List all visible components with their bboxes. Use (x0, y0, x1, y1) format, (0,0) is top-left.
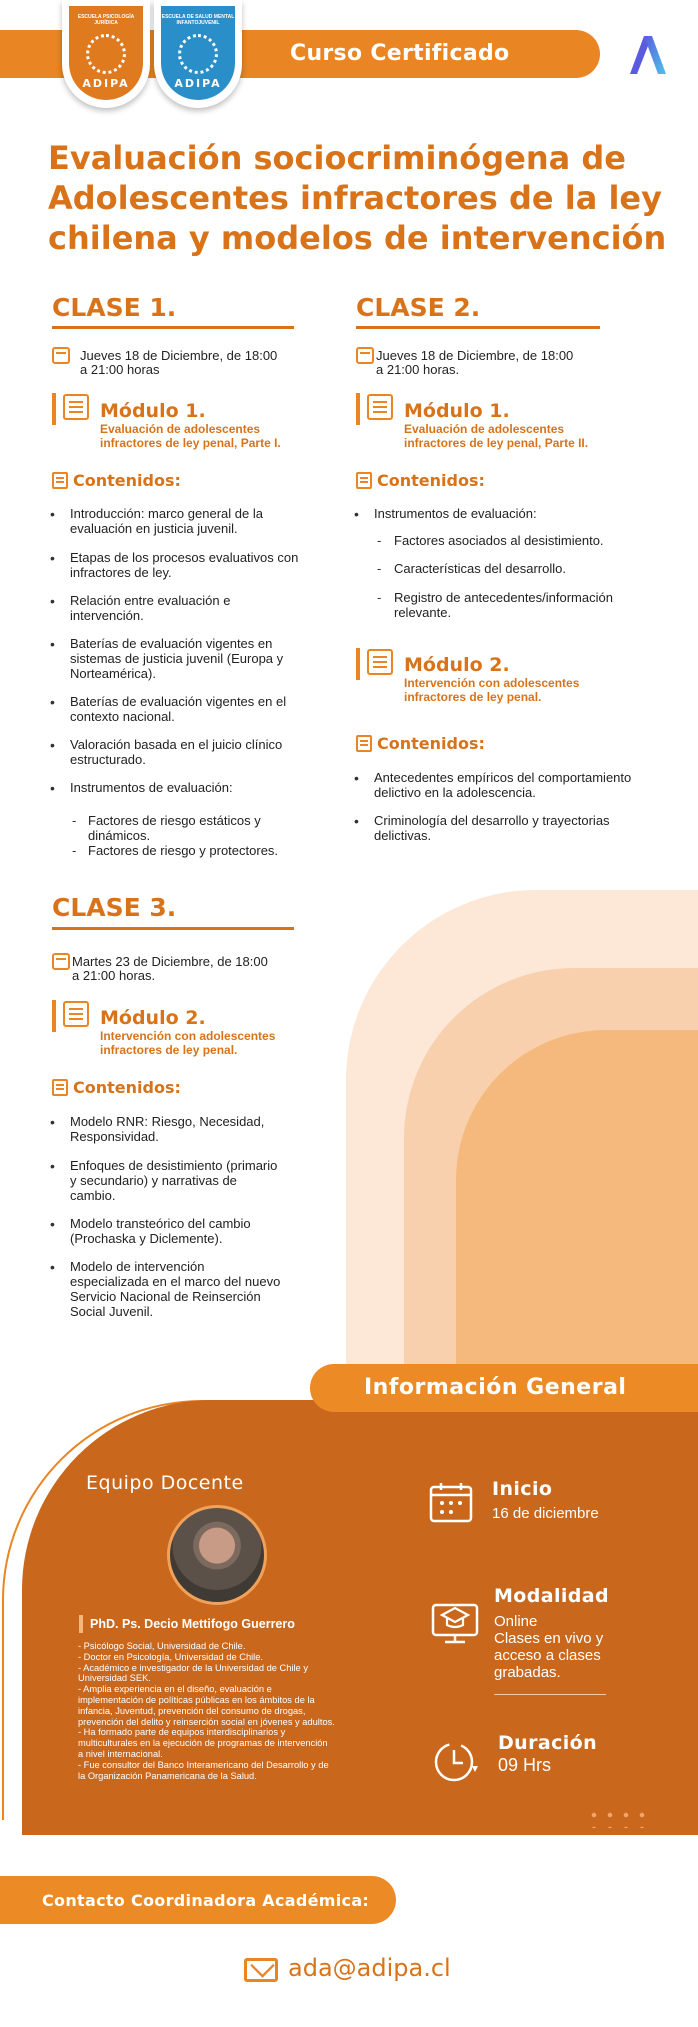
bullet: • (50, 737, 55, 753)
modalidad-value: Clases en vivo y (494, 1630, 604, 1647)
logo-psicologia-juridica: ESCUELA PSICOLOGÍA JURÍDICA ADIPA (62, 0, 150, 108)
contents-icon (52, 1079, 68, 1096)
bullet: • (50, 1216, 55, 1232)
divider (52, 927, 294, 930)
list-item: Instrumentos de evaluación: (374, 506, 537, 521)
inicio-label: Inicio (492, 1478, 553, 1500)
children-icon (178, 34, 218, 74)
module-accent-bar (356, 648, 360, 680)
clase-title: CLASE 2. (356, 293, 481, 322)
bullet: • (50, 1259, 55, 1275)
sub-item: Factores asociados al desistimiento. (394, 533, 604, 548)
module-subtitle: Evaluación de adolescentes (404, 422, 565, 436)
module-title: Módulo 1. (404, 400, 510, 422)
list-item: delictivas. (374, 828, 432, 843)
contents-heading: Contenidos: (73, 1078, 181, 1097)
divider (52, 326, 294, 329)
course-title: Evaluación sociocriminógena de Adolescentes infractores de la ley chilena y modelos de intervención (48, 139, 667, 257)
list-item: Instrumentos de evaluación: (70, 780, 233, 795)
module-subtitle: infractores de ley penal. (404, 690, 542, 704)
module-book-icon (63, 394, 89, 420)
module-subtitle: Intervención con adolescentes (404, 676, 580, 690)
clase-date-end: a 21:00 horas (80, 362, 160, 377)
clase-title: CLASE 3. (52, 893, 177, 922)
list-item: Social Juvenil. (70, 1304, 154, 1319)
teacher-avatar (167, 1505, 267, 1605)
brand-logo-icon (624, 32, 668, 78)
mail-icon (244, 1958, 278, 1982)
list-item: estructurado. (70, 752, 146, 767)
contents-icon (52, 472, 68, 489)
list-item: Norteamérica). (70, 666, 156, 681)
module-subtitle: infractores de ley penal. (100, 1043, 238, 1057)
modalidad-value: grabadas. (494, 1664, 561, 1681)
sub-item: Registro de antecedentes/información (394, 590, 613, 605)
list-item: Valoración basada en el juicio clínico (70, 737, 283, 752)
clock-icon (432, 1738, 482, 1786)
contents-heading: Contenidos: (377, 734, 485, 753)
list-item: sistemas de justicia juvenil (Europa y (70, 651, 284, 666)
module-book-icon (367, 394, 393, 420)
contents-heading: Contenidos: (73, 471, 181, 490)
module-subtitle: infractores de ley penal, Parte II. (404, 436, 589, 450)
sub-item: Características del desarrollo. (394, 561, 566, 576)
dash: - (377, 561, 382, 576)
bullet: • (354, 506, 359, 522)
list-item: Introducción: marco general de la (70, 506, 263, 521)
list-item: y secundario) y narrativas de (70, 1173, 237, 1188)
sub-item: Factores de riesgo estáticos y (88, 813, 261, 828)
list-item: Responsividad. (70, 1129, 159, 1144)
list-item: contexto nacional. (70, 709, 175, 724)
teacher-name: PhD. Ps. Decio Mettifogo Guerrero (90, 1617, 295, 1631)
duracion-value: 09 Hrs (498, 1755, 552, 1775)
clase-date-end: a 21:00 horas. (376, 362, 460, 377)
logo-salud-mental: ESCUELA DE SALUD MENTAL INFANTOJUVENIL ADIPA (154, 0, 242, 108)
sub-item: relevante. (394, 605, 452, 620)
dash: - (377, 533, 382, 548)
bullet: • (50, 1114, 55, 1130)
list-item: Relación entre evaluación e (70, 593, 231, 608)
module-subtitle: infractores de ley penal, Parte I. (100, 436, 281, 450)
module-title: Módulo 2. (404, 654, 510, 676)
list-item: evaluación en justicia juvenil. (70, 521, 238, 536)
duracion-label: Duración (498, 1732, 598, 1754)
clase-date: Jueves 18 de Diciembre, de 18:00 (80, 348, 278, 363)
bullet: • (50, 593, 55, 609)
list-item: Baterías de evaluación vigentes en el (70, 694, 287, 709)
bullet: • (50, 1158, 55, 1174)
list-item: Etapas de los procesos evaluativos con (70, 550, 299, 565)
contents-heading: Contenidos: (377, 471, 485, 490)
dash: - (377, 590, 382, 605)
calendar-icon (52, 953, 70, 970)
dash: - (72, 813, 77, 828)
modalidad-value: acceso a clases (494, 1647, 601, 1664)
module-title: Módulo 2. (100, 1007, 206, 1029)
list-item: cambio. (70, 1188, 116, 1203)
calendar-icon (428, 1480, 476, 1526)
bullet: • (354, 770, 359, 786)
list-item: infractores de ley. (70, 565, 172, 580)
bullet: • (50, 694, 55, 710)
list-item: especializada en el marco del nuevo (70, 1274, 281, 1289)
bullet: • (50, 550, 55, 566)
module-accent-bar (356, 393, 360, 425)
contact-label: Contacto Coordinadora Académica: (42, 1891, 370, 1910)
list-item: Modelo de intervención (70, 1259, 205, 1274)
equipo-docente-heading: Equipo Docente (86, 1472, 244, 1494)
clase-title: CLASE 1. (52, 293, 177, 322)
calendar-icon (52, 347, 70, 364)
sub-item: Factores de riesgo y protectores. (88, 843, 279, 858)
list-item: delictivo en la adolescencia. (374, 785, 536, 800)
bullet: • (50, 780, 55, 796)
contact-email-link[interactable]: ada@adipa.cl (288, 1954, 451, 1982)
modalidad-label: Modalidad (494, 1585, 610, 1607)
list-item: Antecedentes empíricos del comportamiento (374, 770, 632, 785)
bullet: • (50, 636, 55, 652)
module-accent-bar (52, 1000, 56, 1032)
module-subtitle: Intervención con adolescentes (100, 1029, 276, 1043)
module-book-icon (367, 649, 393, 675)
info-title: Información General (364, 1375, 627, 1400)
list-item: Enfoques de desistimiento (primario (70, 1158, 278, 1173)
module-accent-bar (52, 393, 56, 425)
list-item: Criminología del desarrollo y trayectorias (374, 813, 610, 828)
name-accent-bar (79, 1615, 83, 1633)
scales-icon (86, 34, 126, 74)
modalidad-value: Online (494, 1613, 538, 1630)
list-item: Baterías de evaluación vigentes en (70, 636, 273, 651)
divider (494, 1694, 606, 1695)
dash: - (72, 843, 77, 858)
module-subtitle: Evaluación de adolescentes (100, 422, 261, 436)
clase-date: Jueves 18 de Diciembre, de 18:00 (376, 348, 574, 363)
clase-date-end: a 21:00 horas. (72, 968, 156, 983)
bullet: • (50, 506, 55, 522)
list-item: intervención. (70, 608, 144, 623)
list-item: Modelo transteórico del cambio (70, 1216, 251, 1231)
contents-icon (356, 735, 372, 752)
list-item: Modelo RNR: Riesgo, Necesidad, (70, 1114, 265, 1129)
bullet: • (354, 813, 359, 829)
decor-dots (586, 1808, 650, 1828)
monitor-graduation-icon (430, 1593, 480, 1645)
list-item: (Prochaska y Diclemente). (70, 1231, 223, 1246)
list-item: Servicio Nacional de Reinserción (70, 1289, 261, 1304)
calendar-icon (356, 347, 374, 364)
contents-icon (356, 472, 372, 489)
module-title: Módulo 1. (100, 400, 206, 422)
clase-date: Martes 23 de Diciembre, de 18:00 (72, 954, 268, 969)
sub-item: dinámicos. (88, 828, 151, 843)
inicio-value: 16 de diciembre (492, 1505, 599, 1522)
module-book-icon (63, 1001, 89, 1027)
divider (356, 326, 600, 329)
course-badge: Curso Certificado (290, 41, 510, 66)
teacher-bio: - Psicólogo Social, Universidad de Chile. - Doctor en Psicología, Universidad de Chile. - Académico e investigador de la Universidad de Chile y Universidad SEK. - Amplia experiencia en el diseño, evaluación e implementación de políticas públicas en los ámbitos de la infancia, Juventud, prevención del consumo de drogas, prevención del delito y reinserción social en jóvenes y adultos. - Ha formado parte de equipos interdisciplinarios y multiculturales en la ejecución de programas de intervención a nivel internacional. - Fue consultor del Banco Interamericano del Desarrollo y de la Organización Panamericana de la Salud. (78, 1641, 335, 1781)
